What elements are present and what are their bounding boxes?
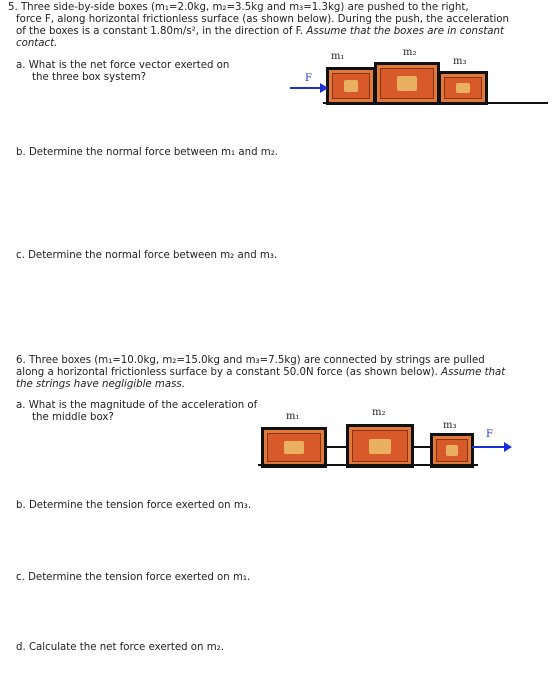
- p5-question-c: c. Determine the normal force between m₂ and m₃.: [16, 250, 278, 261]
- p6-question-a-line2: the middle box?: [32, 412, 114, 423]
- p5-line3: [16, 26, 504, 38]
- p5-line3-text: of the boxes is a constant 1.80m/s², in the direction of F.: [16, 26, 304, 37]
- p5-box-m2: [374, 62, 440, 105]
- p5-m1-label: m₁: [331, 51, 345, 62]
- p5-box-m1: [326, 67, 376, 105]
- p5-box-m3: [438, 71, 488, 105]
- p5-force-label: F: [305, 73, 312, 84]
- p5-line4: contact.: [16, 38, 58, 49]
- p5-line2: force F, along horizontal frictionless surface (as shown below). During the push, the acceleration: [16, 14, 509, 25]
- p6-force-arrow-icon: [472, 441, 514, 453]
- p6-line3: the strings have negligible mass.: [16, 379, 185, 390]
- p6-ground-line: [258, 464, 478, 466]
- p5-m2-label: m₂: [403, 47, 417, 58]
- p5-question-a-line1: a. What is the net force vector exerted on: [16, 60, 230, 71]
- p5-question-a-line2: the three box system?: [32, 72, 147, 83]
- p6-line2-text: along a horizontal frictionless surface by a constant 50.0N force (as shown below).: [16, 367, 438, 378]
- p6-string-2: [414, 446, 430, 448]
- p6-question-a-line1: a. What is the magnitude of the acceleration of: [16, 400, 258, 411]
- p6-box-m2: [346, 424, 414, 468]
- p5-ground-line: [323, 102, 548, 104]
- p6-line1: 6. Three boxes (m₁=10.0kg, m₂=15.0kg and m₃=7.5kg) are connected by strings are pulled: [16, 355, 485, 366]
- p5-force-arrow-icon: [290, 82, 330, 94]
- p6-m1-label: m₁: [286, 411, 300, 422]
- p5-line3-italic: Assume that the boxes are in constant: [306, 26, 505, 37]
- p6-question-b: b. Determine the tension force exerted on m₃.: [16, 500, 252, 511]
- p6-box-m3: [430, 433, 474, 468]
- p6-force-label: F: [486, 429, 493, 440]
- p6-line2-italic: Assume that: [441, 367, 506, 378]
- p5-line1: 5. Three side-by-side boxes (m₁=2.0kg, m₂=3.5kg and m₃=1.3kg) are pushed to the right,: [8, 2, 469, 13]
- p6-question-d: d. Calculate the net force exerted on m₂.: [16, 642, 224, 653]
- p6-m2-label: m₂: [372, 407, 386, 418]
- p5-m3-label: m₃: [453, 56, 467, 67]
- p6-box-m1: [261, 427, 327, 468]
- p6-string-1: [327, 446, 346, 448]
- p6-line2: [16, 367, 505, 379]
- p6-m3-label: m₃: [443, 420, 457, 431]
- p6-question-c: c. Determine the tension force exerted on m₁.: [16, 572, 251, 583]
- p5-question-b: b. Determine the normal force between m₁ and m₂.: [16, 147, 279, 158]
